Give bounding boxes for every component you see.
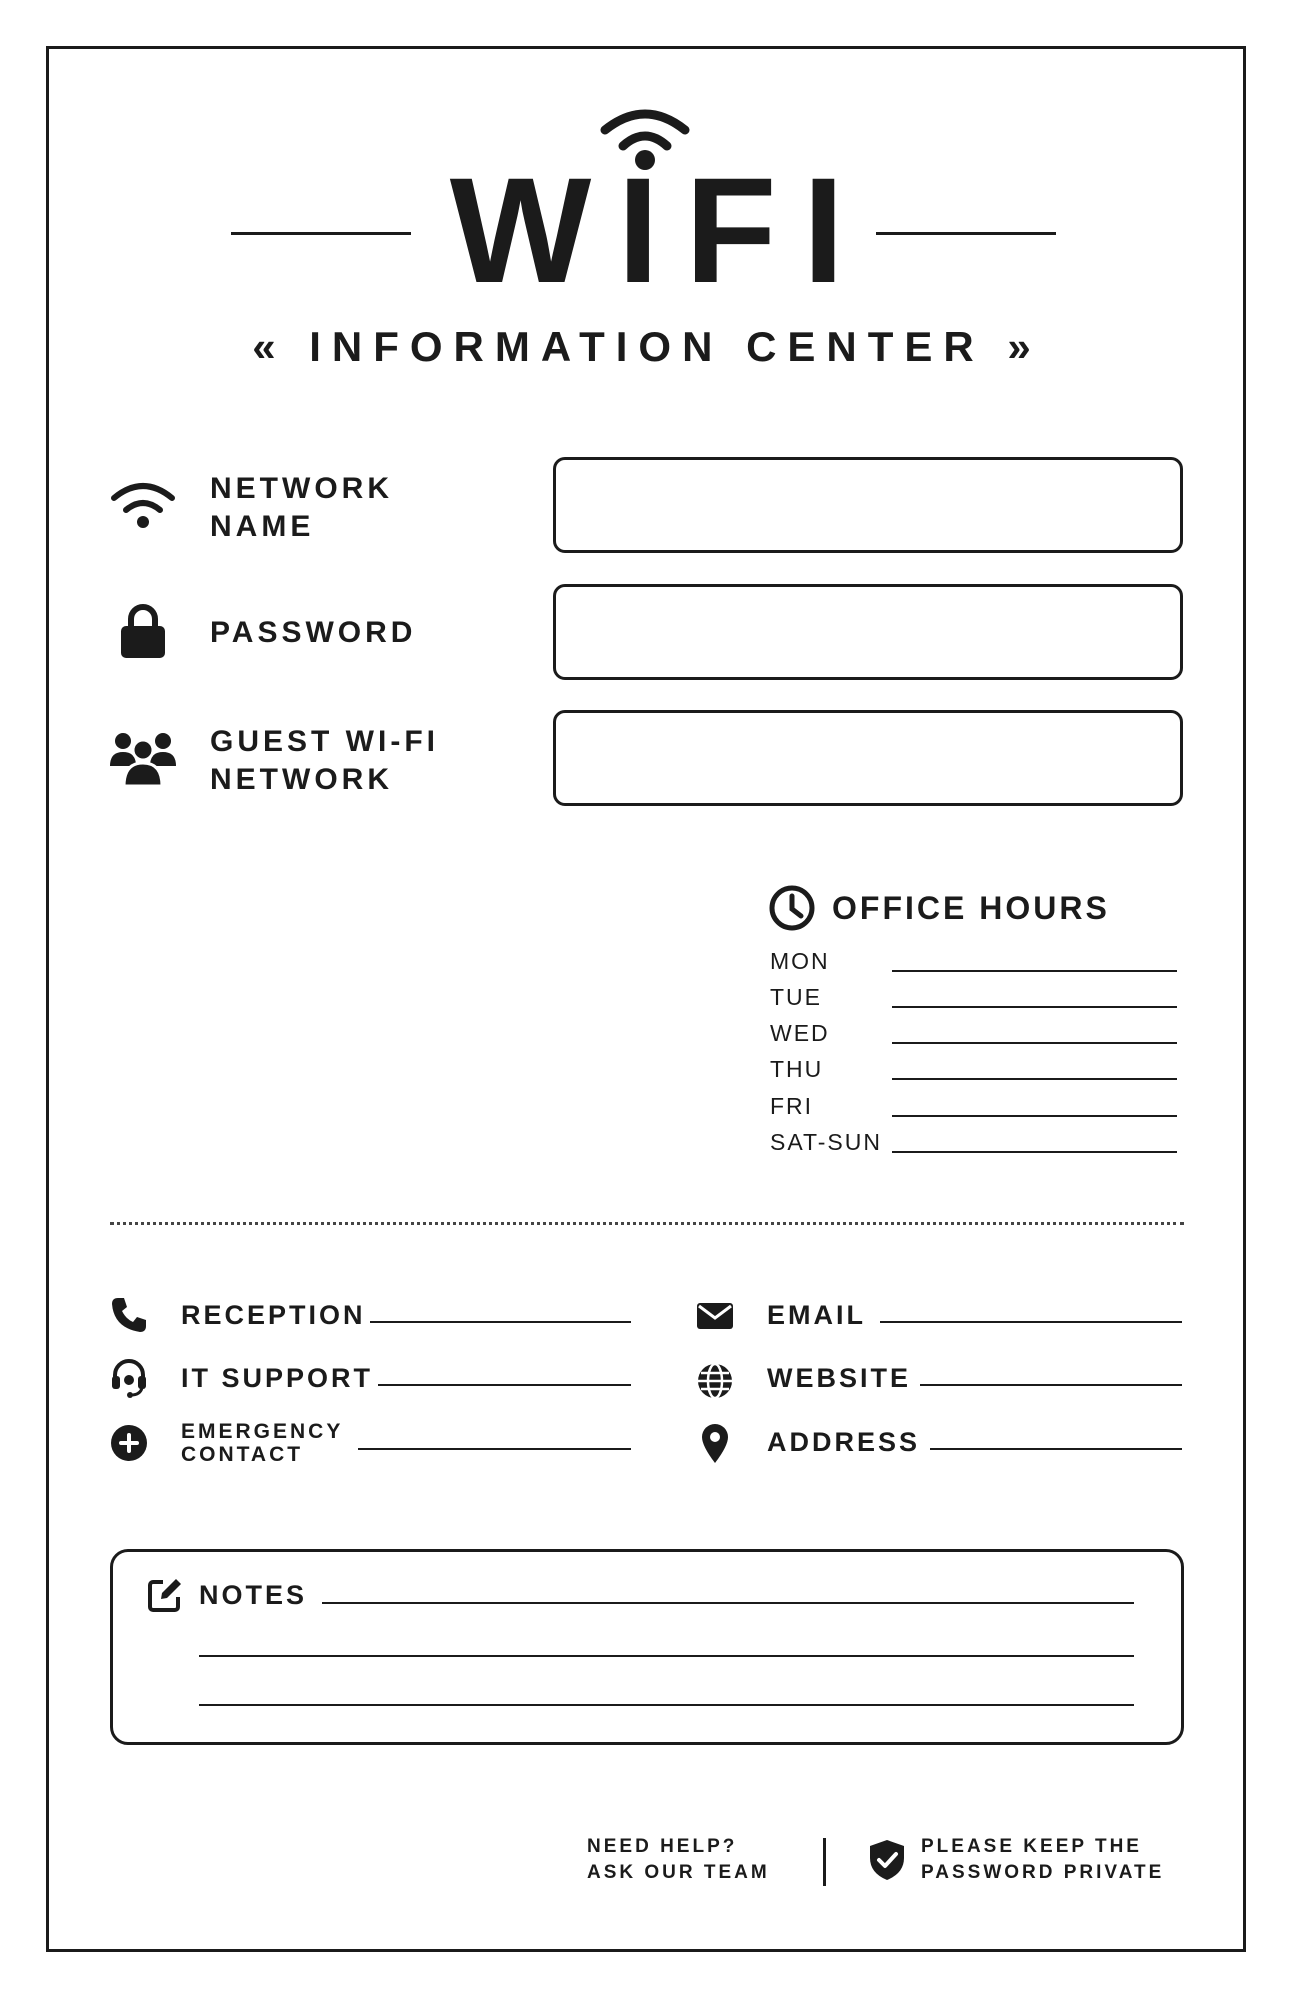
page-title: WIFI — [449, 146, 871, 314]
email-label: EMAIL — [767, 1300, 866, 1330]
mail-icon — [696, 1302, 734, 1330]
password-label: PASSWORD — [210, 616, 417, 649]
phone-icon — [110, 1296, 148, 1334]
help-text: NEED HELP? ASK OUR TEAM — [587, 1836, 770, 1883]
day-label: THU — [770, 1056, 824, 1082]
day-label: TUE — [770, 984, 822, 1010]
privacy-text: PLEASE KEEP THE PASSWORD PRIVATE — [921, 1836, 1165, 1883]
guest-network-field[interactable] — [553, 710, 1183, 806]
hours-line[interactable] — [892, 1115, 1177, 1117]
office-hours-title: OFFICE HOURS — [832, 890, 1110, 926]
hours-line[interactable] — [892, 1006, 1177, 1008]
edit-icon — [147, 1577, 183, 1613]
globe-icon — [696, 1362, 734, 1400]
address-label: ADDRESS — [767, 1427, 921, 1457]
emergency-contact-label: EMERGENCY CONTACT — [181, 1420, 344, 1466]
reception-label: RECEPTION — [181, 1300, 366, 1330]
notes-line[interactable] — [199, 1704, 1134, 1706]
users-icon — [110, 730, 176, 786]
website-label: WEBSITE — [767, 1363, 912, 1393]
password-field[interactable] — [553, 584, 1183, 680]
it-support-line[interactable] — [378, 1384, 631, 1386]
emergency-plus-icon — [110, 1424, 148, 1462]
address-line[interactable] — [930, 1448, 1182, 1450]
headset-icon — [110, 1358, 148, 1398]
lock-icon — [118, 604, 168, 660]
emergency-contact-line[interactable] — [358, 1448, 631, 1450]
hours-line[interactable] — [892, 1078, 1177, 1080]
footer-divider — [823, 1838, 826, 1886]
location-pin-icon — [700, 1422, 730, 1464]
notes-line[interactable] — [322, 1602, 1134, 1604]
email-line[interactable] — [880, 1321, 1182, 1323]
hours-line[interactable] — [892, 1151, 1177, 1153]
page-subtitle: « INFORMATION CENTER » — [252, 323, 1042, 370]
day-label: FRI — [770, 1093, 814, 1119]
shield-check-icon — [868, 1838, 906, 1882]
reception-line[interactable] — [370, 1321, 631, 1323]
day-label: WED — [770, 1020, 830, 1046]
network-name-label: NETWORK NAME — [210, 472, 393, 543]
website-line[interactable] — [920, 1384, 1182, 1386]
it-support-label: IT SUPPORT — [181, 1363, 374, 1393]
notes-label: NOTES — [199, 1580, 308, 1610]
wifi-icon — [110, 480, 176, 530]
hours-line[interactable] — [892, 1042, 1177, 1044]
section-divider — [110, 1222, 1184, 1225]
notes-line[interactable] — [199, 1655, 1134, 1657]
hours-line[interactable] — [892, 970, 1177, 972]
day-label: MON — [770, 948, 830, 974]
network-name-field[interactable] — [553, 457, 1183, 553]
day-label: SAT-SUN — [770, 1129, 882, 1155]
guest-network-label: GUEST WI-FI NETWORK — [210, 725, 439, 796]
clock-icon — [768, 884, 816, 932]
